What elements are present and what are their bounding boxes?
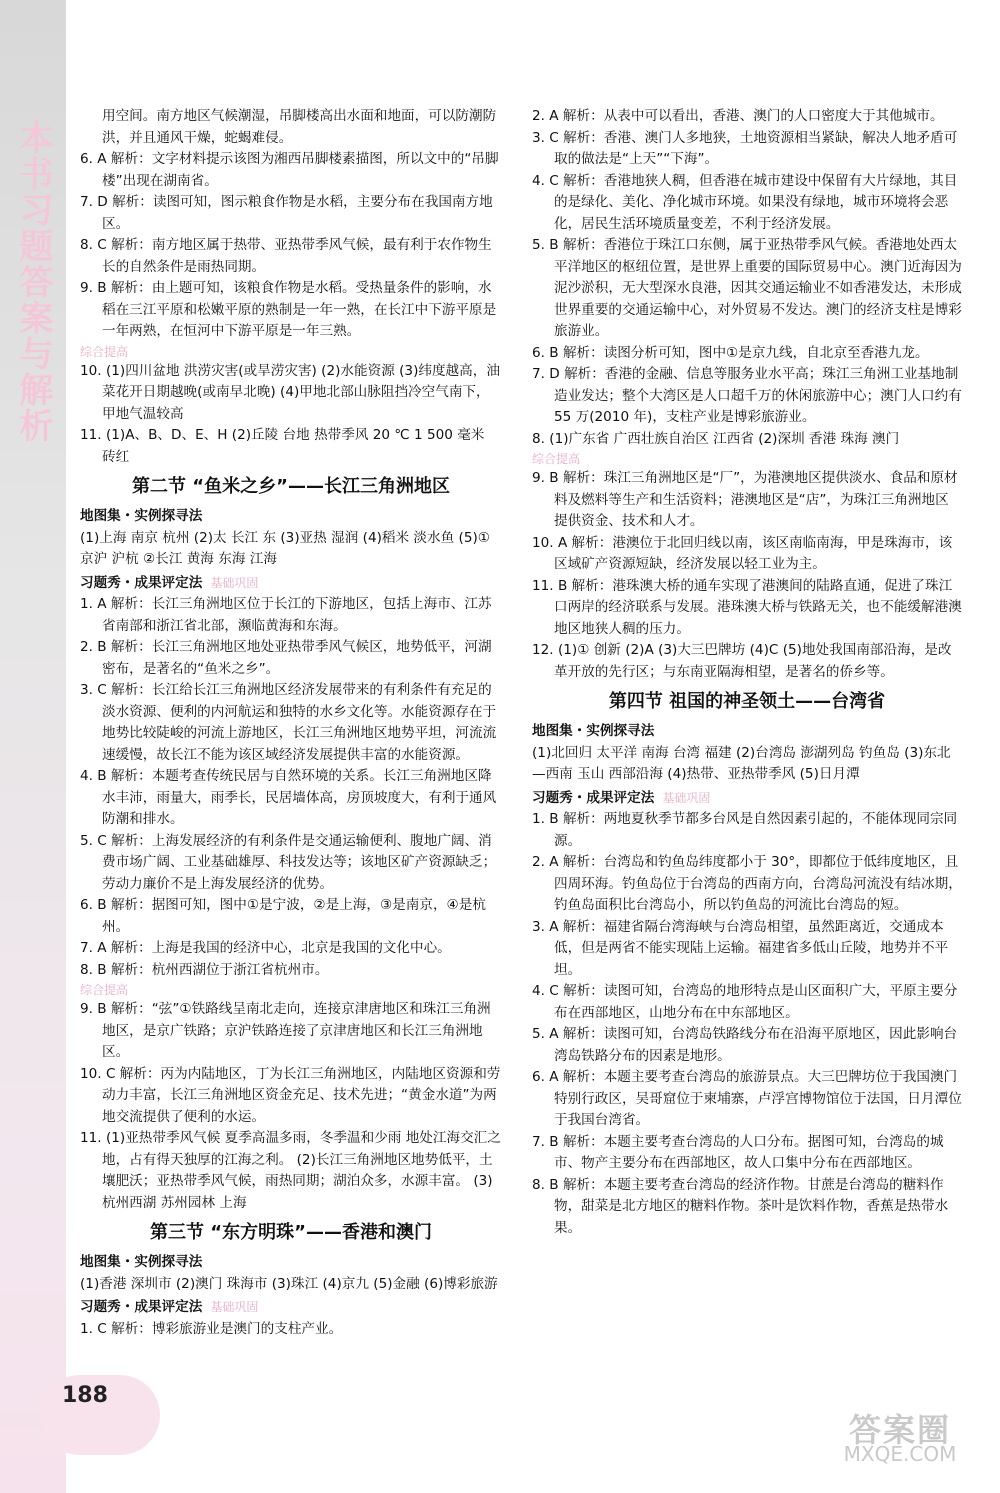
subsection-heading: 地图集・实例探寻法 xyxy=(80,508,203,524)
answer-item: 用空间。南方地区气候潮湿，吊脚楼高出水面和地面，可以防潮防洪，并且通风干燥，蛇蝎难侵。 xyxy=(102,108,497,146)
section-tag: 综合提高 xyxy=(80,344,129,359)
answer-item: 7. D 解析：读图可知，图示粮食作物是水稻，主要分布在我国南方地区。 xyxy=(80,194,493,232)
subsection-heading xyxy=(80,1297,502,1319)
answer-item: 8. (1)广东省 广西壮族自治区 江西省 (2)深圳 香港 珠海 澳门 xyxy=(532,430,900,447)
answer-item: 6. B 解析：读图分析可知，图中①是京九线，自北京至香港九龙。 xyxy=(532,344,929,361)
answer-item: 5. B 解析：香港位于珠江口东侧，属于亚热带季风气候。香港地处西太平洋地区的枢纽位置，是世界上重要的国际贸易中心。澳门近海因为泥沙淤积，无大型深水良港，因其交通运输业不如香港发达，未形成世界重要的交通运输中心，对外贸易不发达。澳门的经济支柱是博彩旅游业。 xyxy=(532,237,962,339)
subsection-heading xyxy=(532,788,962,810)
answer-item: 10. (1)四川盆地 洪涝灾害(或旱涝灾害) (2)水能资源 (3)纬度越高，油菜花开日期越晚(或南早北晚) (4)甲地北部山脉阻挡冷空气南下，甲地气温较高 xyxy=(80,362,500,422)
answer-item: 11. B 解析：港珠澳大桥的通车实现了港澳间的陆路直通，促进了珠江口两岸的经济联系与发展。港珠澳大桥与铁路无关，也不能缓解港澳地区地狭人稠的压力。 xyxy=(532,577,962,637)
atlas-answers: (1)北回归 太平洋 南海 台湾 福建 (2)台湾岛 澎湖列岛 钓鱼岛 (3)东北—西南 玉山 西部沿海 (4)热带、亚热带季风 (5)日月潭 xyxy=(532,744,951,782)
subsection-heading xyxy=(80,573,502,595)
answer-item: 8. B 解析：杭州西湖位于浙江省杭州市。 xyxy=(80,961,329,978)
answer-item: 9. B 解析：由上题可知，该粮食作物是水稻。受热量条件的影响，水稻在三江平原和松嫩平原的熟制是一年一熟，在长江中下游平原是一年两熟，在恒河中下游平原是一年三熟。 xyxy=(80,280,497,339)
answer-item: 7. B 解析：本题主要考查台湾岛的人口分布。据图可知，台湾岛的城市、物产主要分布在西部地区，故人口集中分布在西部地区。 xyxy=(532,1133,944,1171)
answer-item: 5. A 解析：读图可知，台湾岛铁路线分布在沿海平原地区，因此影响台湾岛铁路分布的因素是地形。 xyxy=(532,1026,958,1064)
section-title: 第二节 “鱼米之乡”——长江三角洲地区 xyxy=(132,476,450,497)
answer-item: 3. A 解析：福建省隔台湾海峡与台湾岛相望，虽然距离近，交通成本低，但是两省不能实现陆上运输。福建省多低山丘陵，地势并不平坦。 xyxy=(532,918,949,978)
answer-item: 4. C 解析：读图可知，台湾岛的地形特点是山区面积广大，平原主要分布在西部地区，山地分布在中东部地区。 xyxy=(532,983,958,1021)
sidebar-band xyxy=(0,0,66,1493)
subsection-heading: 地图集・实例探寻法 xyxy=(80,1254,203,1270)
practice-label: 习题秀・成果评定法 xyxy=(80,574,203,591)
answer-item: 11. (1)亚热带季风气候 夏季高温多雨，冬季温和少雨 地处江海交汇之地，占有得天独厚的江海之利。 (2)长江三角洲地区地势低平，土壤肥沃；亚热带季风气候，雨热同期；湖泊众多，水源丰富。 (3)杭州西湖 苏州园林 上海 xyxy=(80,1130,501,1211)
practice-label: 习题秀・成果评定法 xyxy=(532,789,655,806)
answer-item: 12. (1)① 创新 (2)A (3)大三巴牌坊 (4)C (5)地处我国南部沿海，是改革开放的先行区；与东南亚隔海相望，是著名的侨乡等。 xyxy=(532,642,952,680)
sidebar-title: 本书习题答案与解析 xyxy=(13,120,53,444)
answer-item: 1. B 解析：两地夏秋季节都多台风是自然因素引起的，不能体现同宗同源。 xyxy=(532,811,958,849)
answer-item: 2. A 解析：台湾岛和钓鱼岛纬度都小于 30°，即都位于低纬度地区，且四周环海。钓鱼岛位于台湾岛的西南方向，台湾岛河流没有结冰期，钓鱼岛面积比台湾岛小，所以钓鱼岛的河流比台湾岛的短。 xyxy=(532,854,962,913)
level-tag: 基础巩固 xyxy=(210,1300,259,1314)
watermark xyxy=(820,1411,980,1482)
answer-item: 10. A 解析：港澳位于北回归线以南，该区南临南海，甲是珠海市，该区域矿产资源短缺，经济发展以轻工业为主。 xyxy=(532,534,953,572)
answer-item: 7. D 解析：香港的金融、信息等服务业水平高；珠江三角洲工业基地制造业发达；整个大湾区是人口超千万的休闲旅游中心；澳门人口约有 55 万(2010 年)，支柱产业是博彩旅游业。 xyxy=(532,366,962,425)
answer-item: 10. C 解析：丙为内陆地区，丁为长江三角洲地区，内陆地区资源和劳动力丰富，长江三角洲地区资金充足、技术先进；“黄金水道”为两地交流提供了便利的水运。 xyxy=(80,1065,501,1125)
left-column xyxy=(80,106,502,1340)
answer-item: 11. (1)A、B、D、E、H (2)丘陵 台地 热带季风 20 ℃ 1 500 毫米 砖红 xyxy=(80,427,485,465)
page-number: 188 xyxy=(62,1383,108,1408)
answer-item: 2. B 解析：长江三角洲地区地处亚热带季风气候区，地势低平，河湖密布，是著名的“鱼米之乡”。 xyxy=(80,639,492,677)
answer-item: 6. B 解析：据图可知，图中①是宁波，②是上海，③是南京，④是杭州。 xyxy=(80,897,486,935)
answer-item: 7. A 解析：上海是我国的经济中心，北京是我国的文化中心。 xyxy=(80,940,451,956)
answer-item: 9. B 解析：“弦”①铁路线呈南北走向，连接京津唐地区和珠江三角洲地区，是京广铁路；京沪铁路连接了京津唐地区和长江三角洲地区。 xyxy=(80,1001,491,1060)
answer-item: 8. B 解析：本题主要考查台湾岛的经济作物。甘蔗是台湾岛的糖料作物，甜菜是北方地区的糖料作物。茶叶是饮料作物，香蕉是热带水果。 xyxy=(532,1176,949,1236)
section-tag: 综合提高 xyxy=(80,983,129,997)
answer-item: 1. A 解析：长江三角洲地区位于长江的下游地区，包括上海市、江苏省南部和浙江省北部，濒临黄海和东海。 xyxy=(80,596,492,634)
atlas-answers: (1)上海 南京 杭州 (2)太 长江 东 (3)亚热 湿润 (4)稻米 淡水鱼 (5)①京沪 沪杭 ②长江 黄海 东海 江海 xyxy=(80,529,490,567)
answer-item: 5. C 解析：上海发展经济的有利条件是交通运输便利、腹地广阔、消费市场广阔、工业基础雄厚、科技发达等；该地区矿产资源缺乏；劳动力廉价不是上海发展经济的优势。 xyxy=(80,832,497,892)
answer-item: 4. B 解析：本题考查传统民居与自然环境的关系。长江三角洲地区降水丰沛，雨量大，雨季长，民居墙体高，房顶坡度大，有利于通风防潮和排水。 xyxy=(80,768,497,827)
answer-item: 1. C 解析：博彩旅游业是澳门的支柱产业。 xyxy=(80,1320,343,1337)
answer-item: 8. C 解析：南方地区属于热带、亚热带季风气候，最有利于农作物生长的自然条件是雨热同期。 xyxy=(80,237,492,275)
atlas-answers: (1)香港 深圳市 (2)澳门 珠海市 (3)珠江 (4)京九 (5)金融 (6)博彩旅游 xyxy=(80,1275,498,1292)
answer-item: 9. B 解析：珠江三角洲地区是“厂”，为港澳地区提供淡水、食品和原材料及燃料等生产和生活资料；港澳地区是“店”，为珠江三角洲地区提供资金、技术和人才。 xyxy=(532,470,958,529)
answer-item: 6. A 解析：本题主要考查台湾岛的旅游景点。大三巴牌坊位于我国澳门特别行政区，吴哥窟位于柬埔寨，卢浮宫博物馆位于法国，日月潭位于我国台湾省。 xyxy=(532,1069,962,1128)
section-title: 第四节 祖国的神圣领土——台湾省 xyxy=(608,691,886,712)
right-column xyxy=(532,106,962,1239)
section-title: 第三节 “东方明珠”——香港和澳门 xyxy=(150,1222,432,1243)
answer-item: 4. C 解析：香港地狭人稠，但香港在城市建设中保留有大片绿地，其目的是绿化、美化、净化城市环境。如果没有绿地，城市环境将会恶化，居民生活环境质量变差，不利于经济发展。 xyxy=(532,172,958,232)
answer-item: 2. A 解析：从表中可以看出，香港、澳门的人口密度大于其他城市。 xyxy=(532,108,944,124)
watermark-logo: 答案圈 xyxy=(848,1411,951,1449)
subsection-heading: 地图集・实例探寻法 xyxy=(532,723,655,739)
section-tag: 综合提高 xyxy=(532,452,581,466)
level-tag: 基础巩固 xyxy=(662,790,711,805)
practice-label: 习题秀・成果评定法 xyxy=(80,1299,203,1315)
watermark-url: MXQE.COM xyxy=(843,1442,957,1466)
answer-item: 3. C 解析：长江给长江三角洲地区经济发展带来的有利条件有充足的淡水资源、便利的内河航运和独特的水乡文化等。水能资源存在于地势比较陡峻的河流上游地区，长江三角洲地区地势平坦，河流流速缓慢，故长江不能为该区域经济发展提供丰富的水能资源。 xyxy=(80,682,497,763)
answer-item: 3. C 解析：香港、澳门人多地狭，土地资源相当紧缺，解决人地矛盾可取的做法是“上天”“下海”。 xyxy=(532,129,958,167)
answer-item: 6. A 解析：文字材料提示该图为湘西吊脚楼素描图，所以文中的“吊脚楼”出现在湖南省。 xyxy=(80,151,499,189)
level-tag: 基础巩固 xyxy=(210,575,259,590)
